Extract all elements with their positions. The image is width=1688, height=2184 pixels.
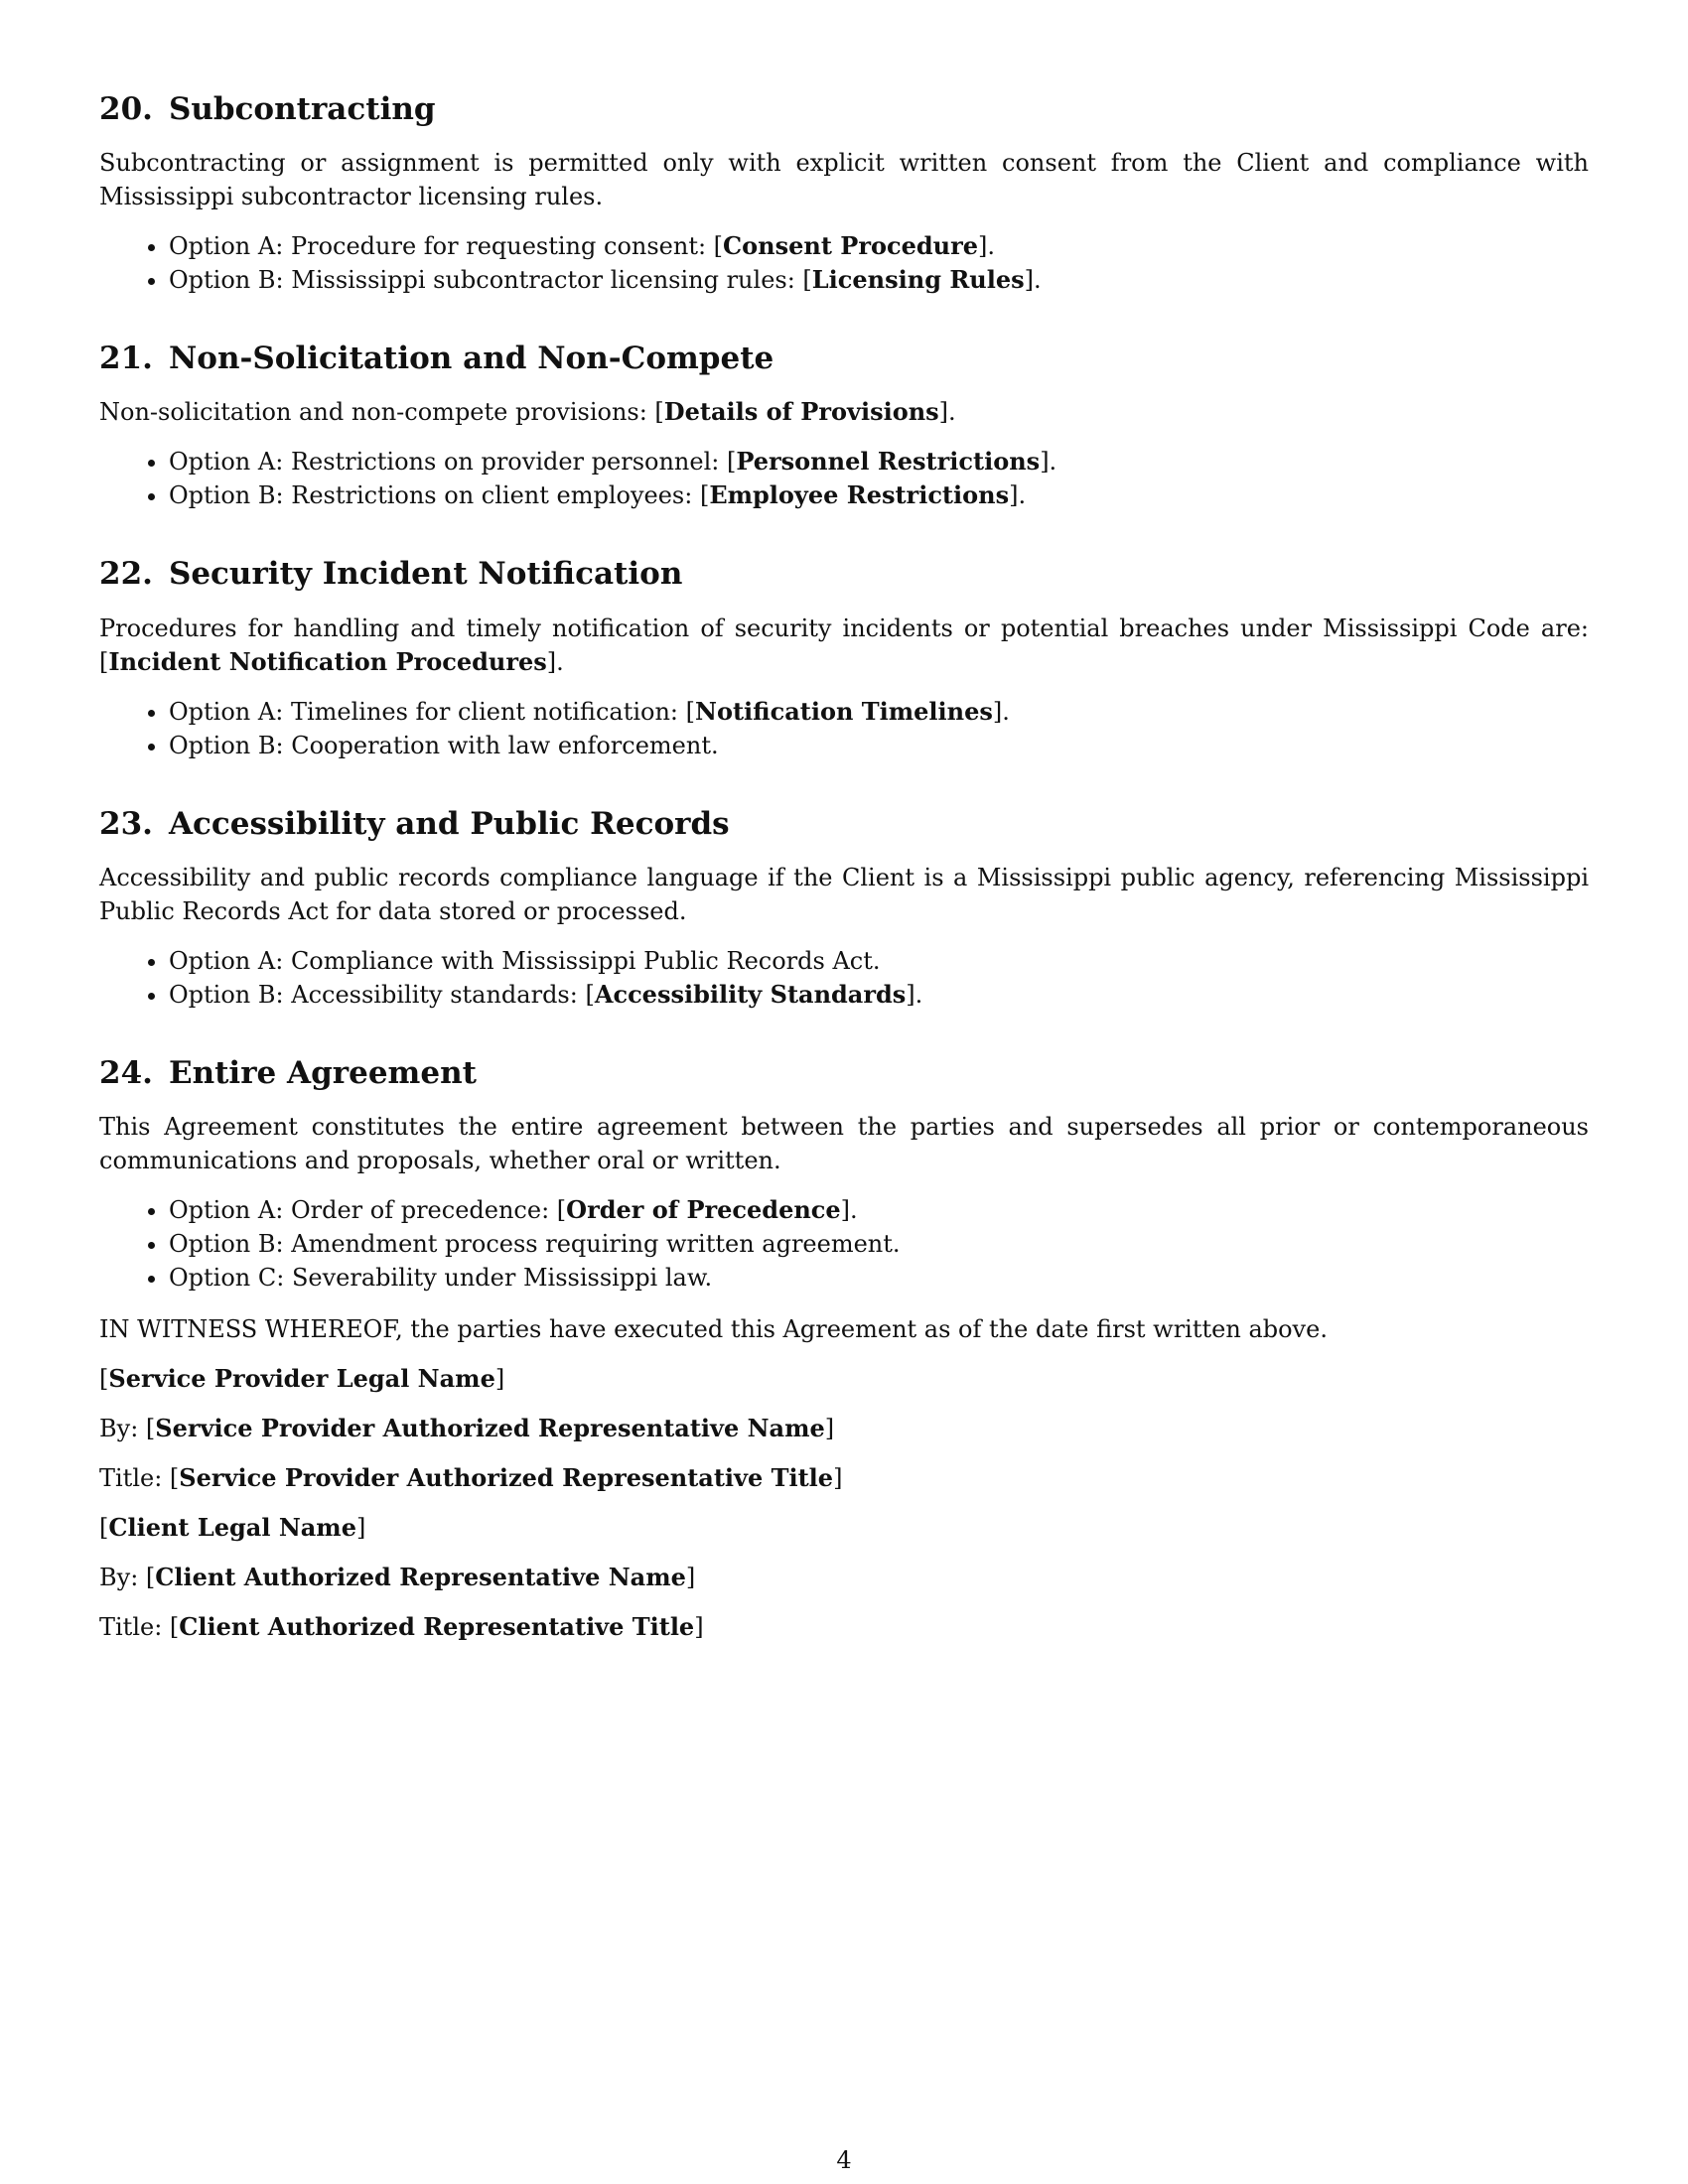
placeholder-field: Employee Restrictions — [709, 480, 1010, 510]
text-run: Non-solicitation and non-compete provisions: [ — [99, 398, 664, 427]
text-run: Option A: Order of precedence: [ — [169, 1195, 567, 1224]
signature-line — [99, 1362, 1589, 1396]
section-number: 21. — [99, 341, 153, 377]
placeholder-field: Service Provider Authorized Representative Title — [179, 1462, 834, 1492]
text-run: Option B: Cooperation with law enforcement. — [169, 731, 719, 759]
section-21 — [99, 341, 1589, 512]
section-number: 22. — [99, 556, 153, 593]
text-run: Option C: Severability under Mississippi law. — [169, 1263, 713, 1292]
placeholder-field: Details of Provisions — [663, 397, 939, 427]
text-run: ] — [355, 1513, 366, 1542]
text-run: Title: [ — [99, 1612, 180, 1641]
text-run: Option A: Timelines for client notification: [ — [169, 697, 695, 726]
option-item — [169, 695, 1589, 729]
witness-clause: IN WITNESS WHEREOF, the parties have executed this Agreement as of the date first written above. — [99, 1314, 1328, 1343]
options-list — [99, 1193, 1589, 1295]
text-run: This Agreement constitutes the entire agreement between the parties and supersedes all prior or contemporaneous communications and proposals, whether oral or written. — [99, 1112, 1589, 1174]
option-item — [169, 478, 1589, 512]
text-run: Option B: Mississippi subcontractor licensing rules: [ — [169, 266, 812, 295]
signature-block — [99, 1362, 1589, 1644]
section-heading — [99, 556, 1589, 593]
section-heading — [99, 806, 1589, 843]
section-title: Accessibility and Public Records — [168, 805, 730, 842]
section-24 — [99, 1055, 1589, 1295]
text-run: ]. — [1040, 448, 1057, 477]
section-heading — [99, 91, 1589, 128]
option-item — [169, 445, 1589, 478]
text-run: By: [ — [99, 1563, 156, 1591]
section-heading — [99, 341, 1589, 377]
section-body — [99, 612, 1589, 679]
placeholder-field: Order of Precedence — [566, 1194, 841, 1224]
text-run: Option A: Compliance with Mississippi Public Records Act. — [169, 946, 881, 975]
text-run: Option A: Restrictions on provider personnel: [ — [169, 448, 737, 477]
placeholder-field: Client Authorized Representative Title — [179, 1611, 695, 1641]
placeholder-field: Personnel Restrictions — [736, 447, 1041, 477]
text-run: Accessibility and public records compliance language if the Client is a Mississippi public agency, referencing Mississippi Public Records Act for data stored or processed. — [99, 863, 1589, 925]
text-run: [ — [99, 1513, 109, 1542]
option-item — [169, 978, 1589, 1012]
text-run: Title: [ — [99, 1463, 180, 1492]
signature-line — [99, 1461, 1589, 1495]
option-item — [169, 944, 1589, 978]
placeholder-field: Licensing Rules — [811, 265, 1025, 295]
section-number: 20. — [99, 91, 153, 127]
option-item — [169, 229, 1589, 263]
section-body — [99, 1110, 1589, 1177]
section-title: Subcontracting — [168, 91, 436, 127]
sections-container — [99, 91, 1589, 1295]
placeholder-field: Client Legal Name — [108, 1512, 356, 1542]
placeholder-field: Notification Timelines — [695, 696, 993, 726]
section-number: 23. — [99, 805, 153, 842]
text-run: ]. — [978, 232, 996, 261]
text-run: ] — [685, 1563, 696, 1591]
text-run: ]. — [840, 1195, 858, 1224]
page-number: 4 — [836, 2146, 852, 2174]
text-run: ] — [694, 1612, 704, 1641]
text-run: Subcontracting or assignment is permitted only with explicit written consent from the Client and compliance with Mississippi subcontractor licensing rules. — [99, 149, 1589, 211]
placeholder-field: Client Authorized Representative Name — [155, 1562, 686, 1591]
text-run: ] — [494, 1364, 505, 1393]
text-run: Procedures for handling and timely notification of security incidents or potential breaches under Mississippi Code are: [ — [99, 614, 1589, 676]
text-run: ]. — [938, 398, 956, 427]
placeholder-field: Service Provider Legal Name — [108, 1363, 495, 1393]
text-run: ]. — [992, 697, 1010, 726]
option-item — [169, 263, 1589, 297]
section-body — [99, 395, 1589, 429]
section-20 — [99, 91, 1589, 297]
text-run: ]. — [1009, 481, 1027, 510]
section-body — [99, 146, 1589, 213]
placeholder-field: Accessibility Standards — [594, 979, 907, 1009]
text-run: Option B: Accessibility standards: [ — [169, 980, 595, 1009]
text-run: ]. — [906, 980, 923, 1009]
document-page — [99, 91, 1589, 1660]
section-heading — [99, 1055, 1589, 1092]
section-title: Non-Solicitation and Non-Compete — [168, 341, 774, 377]
text-run: ] — [824, 1414, 835, 1442]
section-title: Security Incident Notification — [168, 556, 683, 593]
option-item — [169, 1261, 1589, 1295]
placeholder-field: Consent Procedure — [723, 231, 979, 261]
options-list — [99, 445, 1589, 512]
text-run: Option B: Restrictions on client employees: [ — [169, 481, 710, 510]
signature-line — [99, 1610, 1589, 1644]
signature-line — [99, 1561, 1589, 1594]
options-list — [99, 695, 1589, 762]
placeholder-field: Incident Notification Procedures — [108, 646, 547, 676]
text-run: [ — [99, 1364, 109, 1393]
text-run: ]. — [1024, 266, 1042, 295]
options-list — [99, 229, 1589, 297]
signature-line — [99, 1511, 1589, 1545]
placeholder-field: Service Provider Authorized Representative Name — [155, 1413, 825, 1442]
text-run: ] — [833, 1463, 843, 1492]
text-run: Option A: Procedure for requesting consent: [ — [169, 232, 724, 261]
text-run: ]. — [546, 647, 564, 676]
options-list — [99, 944, 1589, 1012]
option-item — [169, 729, 1589, 762]
section-23 — [99, 806, 1589, 1012]
signature-line — [99, 1412, 1589, 1445]
text-run: By: [ — [99, 1414, 156, 1442]
section-title: Entire Agreement — [168, 1054, 477, 1091]
section-number: 24. — [99, 1054, 153, 1091]
text-run: Option B: Amendment process requiring written agreement. — [169, 1229, 901, 1258]
section-22 — [99, 556, 1589, 761]
section-body — [99, 861, 1589, 928]
option-item — [169, 1193, 1589, 1227]
option-item — [169, 1227, 1589, 1261]
